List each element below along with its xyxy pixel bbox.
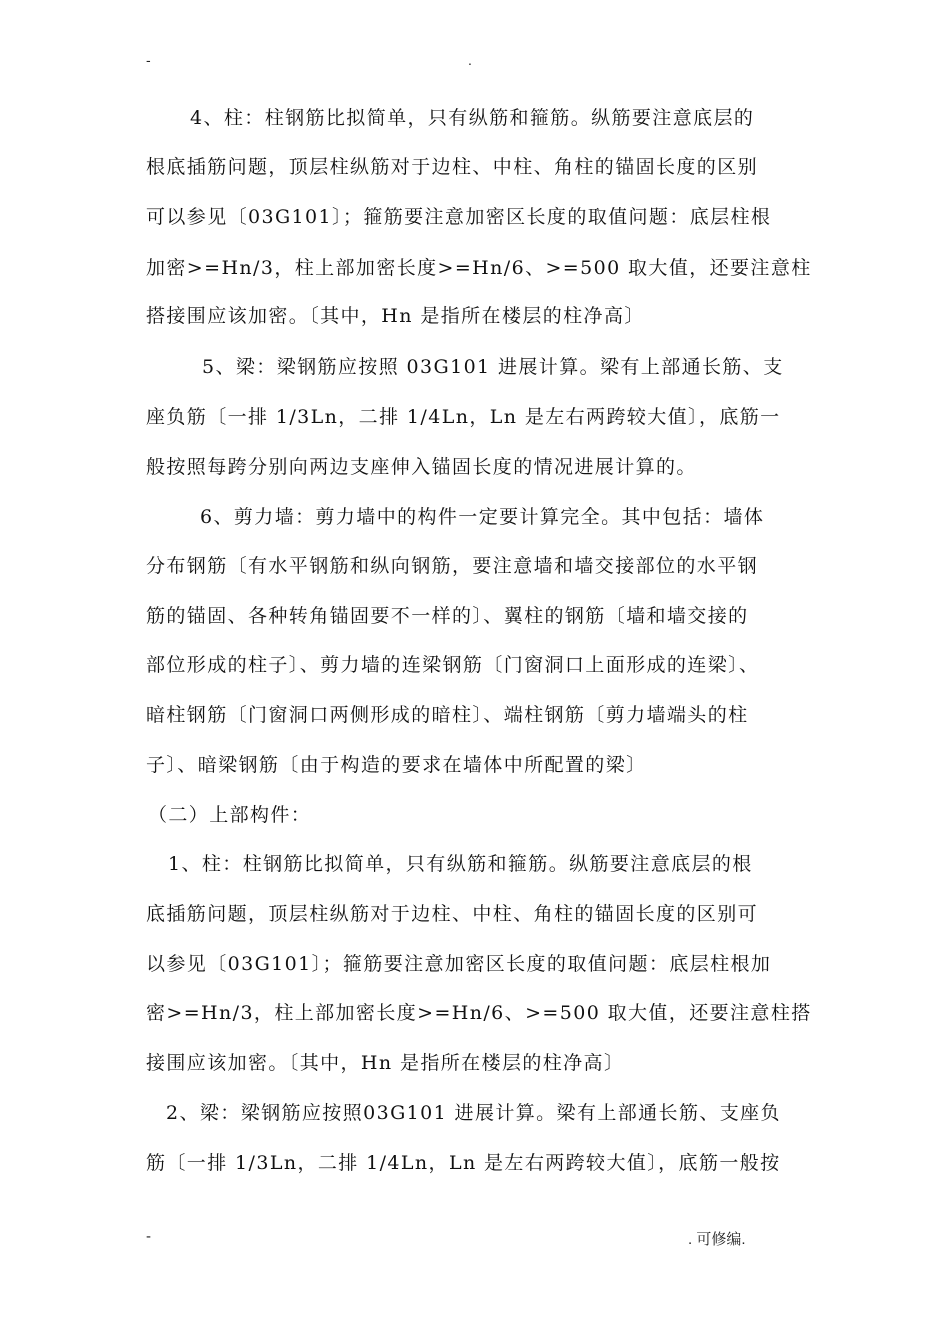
paragraph-4-line-1: 4、柱：柱钢筋比拟简单，只有纵筋和箍筋。纵筋要注意底层的 bbox=[190, 107, 755, 129]
paragraph-5-line-2: 座负筋〔一排 1/3Ln，二排 1/4Ln，Ln 是左右两跨较大值〕，底筋一 bbox=[146, 406, 781, 428]
paragraph-1-line-1: 1、柱：柱钢筋比拟简单，只有纵筋和箍筋。纵筋要注意底层的根 bbox=[168, 853, 753, 875]
paragraph-2-line-2: 筋〔一排 1/3Ln，二排 1/4Ln，Ln 是左右两跨较大值〕，底筋一般按 bbox=[146, 1152, 781, 1174]
paragraph-6-line-1: 6、剪力墙：剪力墙中的构件一定要计算完全。其中包括：墙体 bbox=[200, 506, 765, 528]
paragraph-1-line-5: 接围应该加密。〔其中，Hn 是指所在楼层的柱净高〕 bbox=[146, 1052, 625, 1074]
paragraph-6-line-6: 子〕、暗梁钢筋〔由于构造的要求在墙体中所配置的梁〕 bbox=[146, 754, 647, 776]
header-left-mark: - bbox=[146, 52, 151, 68]
paragraph-4-line-2: 根底插筋问题，顶层柱纵筋对于边柱、中柱、角柱的锚固长度的区别 bbox=[146, 156, 759, 178]
paragraph-1-line-4: 密>=Hn/3，柱上部加密长度>=Hn/6、>=500 取大值，还要注意柱搭 bbox=[146, 1002, 812, 1024]
paragraph-6-line-4: 部位形成的柱子〕、剪力墙的连梁钢筋〔门窗洞口上面形成的连梁〕、 bbox=[146, 654, 760, 676]
paragraph-6-line-5: 暗柱钢筋〔门窗洞口两侧形成的暗柱〕、端柱钢筋〔剪力墙端头的柱 bbox=[146, 704, 749, 726]
section-heading: （二）上部构件： bbox=[148, 804, 312, 826]
paragraph-5-line-3: 般按照每跨分别向两边支座伸入锚固长度的情况进展计算的。 bbox=[146, 456, 697, 478]
paragraph-6-line-2: 分布钢筋〔有水平钢筋和纵向钢筋，要注意墙和墙交接部位的水平钢 bbox=[146, 555, 759, 577]
footer-left-mark: - bbox=[146, 1228, 151, 1245]
paragraph-4-line-5: 搭接围应该加密。〔其中，Hn 是指所在楼层的柱净高〕 bbox=[146, 305, 645, 327]
paragraph-2-line-1: 2、梁：梁钢筋应按照03G101 进展计算。梁有上部通长筋、支座负 bbox=[166, 1102, 781, 1124]
paragraph-1-line-3: 以参见〔03G101〕；箍筋要注意加密区长度的取值问题：底层柱根加 bbox=[146, 953, 772, 975]
footer-editable-note: . 可修编. bbox=[688, 1231, 746, 1248]
paragraph-4-line-3: 可以参见〔03G101〕；箍筋要注意加密区长度的取值问题：底层柱根 bbox=[146, 206, 772, 228]
header-right-mark: . bbox=[468, 52, 472, 68]
paragraph-4-line-4: 加密>=Hn/3，柱上部加密长度>=Hn/6、>=500 取大值，还要注意柱 bbox=[146, 257, 812, 279]
paragraph-1-line-2: 底插筋问题，顶层柱纵筋对于边柱、中柱、角柱的锚固长度的区别可 bbox=[146, 903, 759, 925]
paragraph-5-line-1: 5、梁：梁钢筋应按照 03G101 进展计算。梁有上部通长筋、支 bbox=[202, 356, 784, 378]
paragraph-6-line-3: 筋的锚固、各种转角锚固要不一样的〕、翼柱的钢筋〔墙和墙交接的 bbox=[146, 605, 749, 627]
